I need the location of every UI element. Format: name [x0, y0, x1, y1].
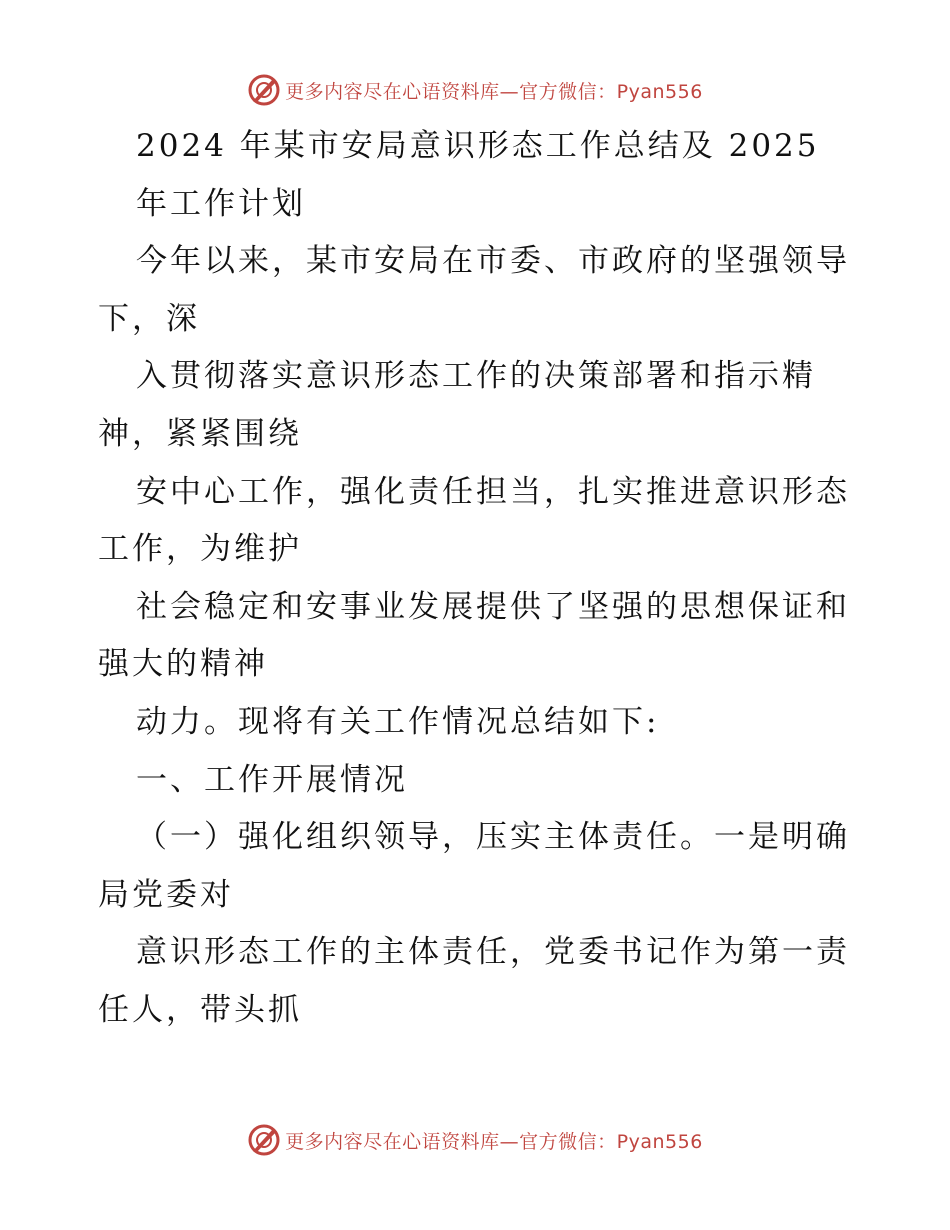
- watermark-id: Pyan556: [616, 80, 703, 103]
- text-line: 强大的精神: [98, 646, 268, 683]
- watermark-text: 更多内容尽在心语资料库—官方微信：Pyan556: [285, 1130, 703, 1153]
- watermark-footer: [0, 1120, 950, 1160]
- text-line: 今年以来，某市安局在市委、市政府的坚强领导: [136, 243, 850, 280]
- text-line: 动力。现将有关工作情况总结如下:: [136, 703, 660, 740]
- text-line: 2024 年某市安局意识形态工作总结及 2025: [136, 128, 820, 164]
- text-line: 入贯彻落实意识形态工作的决策部署和指示精: [136, 358, 816, 395]
- document-body: [98, 118, 858, 1040]
- pen-logo-icon: [247, 73, 281, 107]
- text-line: 工作，为维护: [98, 531, 302, 568]
- watermark-id: Pyan556: [616, 1130, 703, 1153]
- text-line: 任人，带头抓: [98, 991, 302, 1028]
- text-line: 年工作计划: [136, 185, 306, 222]
- text-line: 意识形态工作的主体责任，党委书记作为第一责: [136, 934, 850, 971]
- watermark-text: 更多内容尽在心语资料库—官方微信：Pyan556: [285, 80, 703, 103]
- text-line: 安中心工作，强化责任担当，扎实推进意识形态: [136, 473, 850, 510]
- pen-logo-icon: [247, 1123, 281, 1157]
- text-line: 一、工作开展情况: [136, 761, 408, 798]
- text-line: 社会稳定和安事业发展提供了坚强的思想保证和: [136, 588, 850, 625]
- text-line: 局党委对: [98, 876, 234, 913]
- text-line: （一）强化组织领导，压实主体责任。一是明确: [136, 819, 850, 856]
- watermark-header: [0, 70, 950, 110]
- text-line: 下，深: [98, 300, 200, 337]
- text-line: 神，紧紧围绕: [98, 415, 302, 452]
